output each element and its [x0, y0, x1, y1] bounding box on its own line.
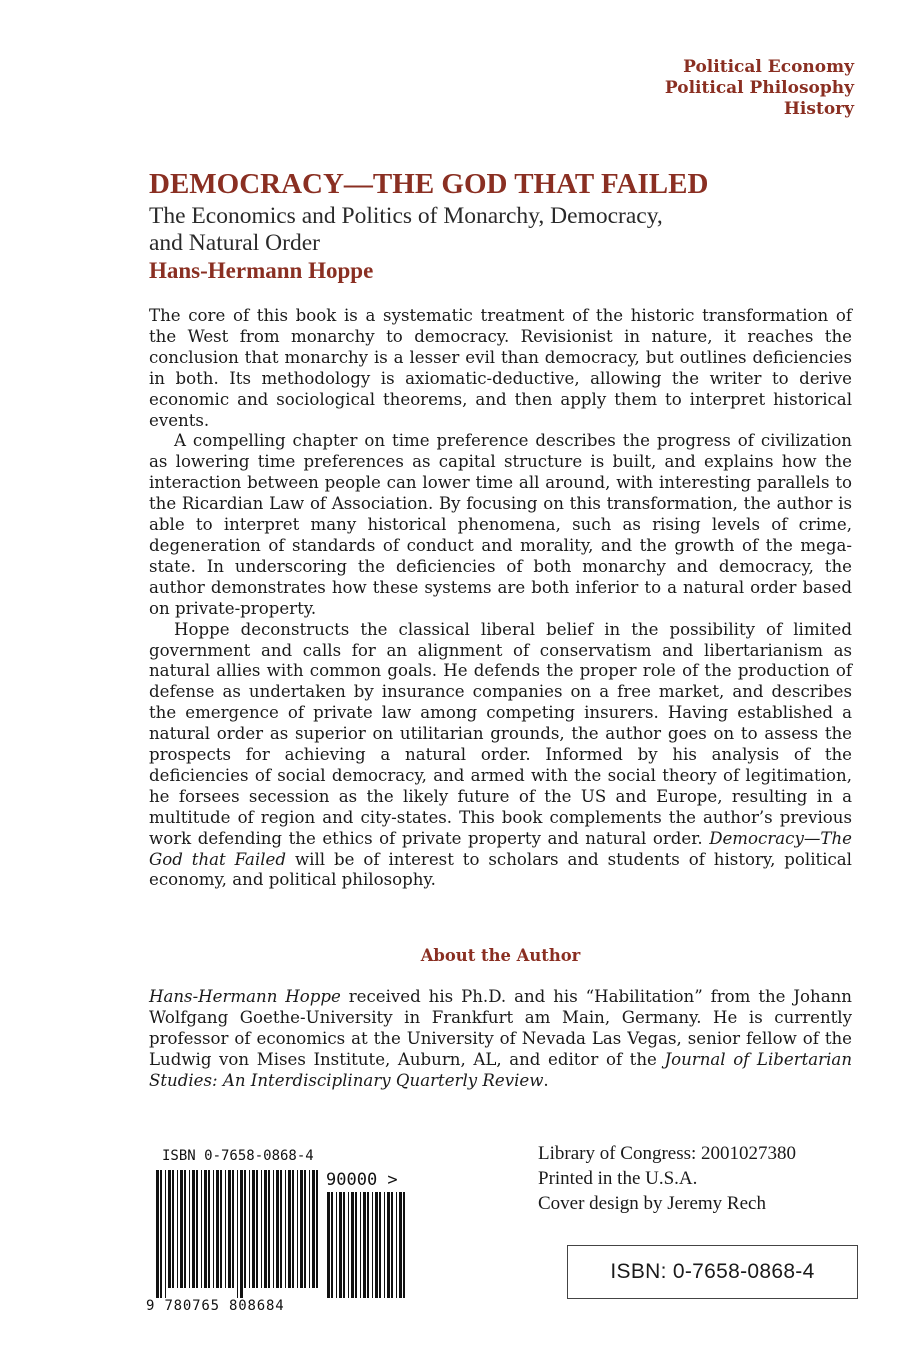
barcode-bar [363, 1192, 366, 1298]
barcode-bar [348, 1192, 349, 1298]
barcode-bar [339, 1192, 342, 1298]
cover-design-credit: Cover design by Jeremy Rech [538, 1193, 766, 1214]
description-paragraph-1: The core of this book is a systematic treatment of the historic transformation of the West from monarchy to democracy. Revisionist in nature, it reaches the conclusion that monarchy is a lesser evil than democracy, but outlines deficiencies in both. Its methodology is axiomatic-deductive, allowing the writer to derive economic and sociological theorems, and then apply them to interpret historical events. [149, 306, 852, 430]
barcode-bar [220, 1170, 222, 1288]
barcode-bar [288, 1170, 291, 1288]
subject-categories [665, 57, 854, 120]
barcode-bar [292, 1170, 294, 1288]
barcode-bar [343, 1192, 345, 1298]
barcode-bar [297, 1170, 298, 1288]
book-title: DEMOCRACY—THE GOD THAT FAILED [149, 168, 709, 200]
barcode-bar [249, 1170, 250, 1288]
barcode-bar [177, 1170, 178, 1288]
about-author-bio: received his Ph.D. and his “Habilitation” from the Johann Wolfgang Goethe-University in Frankfurt am Main, Germany. He is currently professor of economics at the University of Nevada Las Vegas, senior fellow of the Ludwig von Mises Institute, Auburn, AL, and editor of the [149, 987, 852, 1069]
paragraph-3-end: will be of interest to scholars and students of history, political economy, and political philosophy. [149, 849, 852, 890]
library-of-congress: Library of Congress: 2001027380 [538, 1143, 797, 1164]
barcode-bar [300, 1170, 303, 1288]
barcode-bar [327, 1192, 330, 1298]
barcode-bar [391, 1192, 393, 1298]
barcode-bar [403, 1192, 405, 1298]
description-paragraph-2: A compelling chapter on time preference describes the progress of civilization as lowering time preferences as capital structure is built, and explains how the interaction between people can lower time all around, with interesting parallels to the Ricardian Law of Association. By focusing on this transformation, the author is able to interpret many historical phenomena, such as rising levels of crime, degeneration of standards of conduct and morality, and the growth of the mega-state. In underscoring the deficiencies of both monarchy and democracy, the author demonstrates how these systems are both inferior to a natural order based on private-property. [149, 431, 852, 618]
barcode-bar [208, 1170, 210, 1288]
barcode-bar [379, 1192, 381, 1298]
barcode-bar [213, 1170, 214, 1288]
category-political-philosophy: Political Philosophy [664, 78, 854, 98]
barcode-bar [228, 1170, 231, 1288]
barcode-bar [276, 1170, 279, 1288]
barcode-bar [192, 1170, 195, 1288]
barcode-bar [172, 1170, 174, 1288]
barcode-bar [268, 1170, 270, 1288]
ean-digits: 9 780765 808684 [146, 1298, 285, 1314]
about-author-name: Hans-Hermann Hoppe [149, 987, 341, 1006]
description-paragraph-3 [149, 620, 852, 892]
barcode-bar [237, 1170, 238, 1298]
isbn-box [567, 1245, 858, 1299]
barcode-bar [252, 1170, 255, 1288]
barcode-bar [165, 1170, 166, 1298]
barcode-bar [240, 1170, 243, 1298]
barcode-bar [201, 1170, 202, 1288]
barcode-bar [316, 1170, 318, 1288]
isbn-box-text: ISBN: 0-7658-0868-4 [610, 1260, 815, 1283]
barcode-bar [331, 1192, 333, 1298]
barcode-bar [189, 1170, 190, 1288]
barcode-bar [180, 1170, 183, 1288]
barcode-bar [396, 1192, 397, 1298]
barcode-bar [304, 1170, 306, 1288]
barcode-isbn-label: ISBN 0-7658-0868-4 [162, 1148, 314, 1164]
barcode-bar [280, 1170, 282, 1288]
barcode-bar [156, 1170, 159, 1298]
barcode-bar [273, 1170, 274, 1288]
barcode-bar [285, 1170, 286, 1288]
barcode-bar [351, 1192, 354, 1298]
book-description [149, 306, 852, 891]
barcode-bar [261, 1170, 262, 1288]
ean-barcode [156, 1170, 321, 1298]
barcode-bar [216, 1170, 219, 1288]
barcode-bar [204, 1170, 207, 1288]
barcode-bar [384, 1192, 385, 1298]
printed-in: Printed in the U.S.A. [538, 1168, 698, 1189]
barcode-bar [309, 1170, 310, 1288]
barcode-bar [256, 1170, 258, 1288]
barcode-bar [184, 1170, 186, 1288]
price-code: 90000 > [326, 1170, 398, 1190]
barcode-bar [387, 1192, 390, 1298]
about-journal-title: Journal of Libertarian Studies: An Interdisciplinary Quarterly Review [149, 1050, 853, 1090]
paragraph-3-text: Hoppe deconstructs the classical liberal belief in the possibility of limited government and calls for an alignment of conservatism and libertarianism as natural allies with common goals. He defends the proper role of the production of defense as undertaken by insurance companies on a free market, and describes the emergence of private law among competing insurers. Having established a natural order as superior on utilitarian grounds, the author goes on to assess the prospects for achieving a natural order. Informed by his analysis of the deficiencies of social democracy, and armed with the social theory of legitimation, he forsees secession as the likely future of the US and Europe, resulting in a multitude of region and city-states. This book complements the author’s previous work defending the ethics of private property and natural order. [149, 619, 852, 848]
barcode-bar [375, 1192, 378, 1298]
category-political-economy: Political Economy [683, 57, 854, 77]
barcode-bar [372, 1192, 373, 1298]
barcode-bar [244, 1170, 246, 1288]
barcode-bar [168, 1170, 171, 1288]
barcode-bar [312, 1170, 315, 1288]
colophon [538, 1141, 796, 1216]
book-author: Hans-Hermann Hoppe [149, 258, 374, 283]
barcode-bar [196, 1170, 198, 1288]
barcode-bar [360, 1192, 361, 1298]
book-subtitle [149, 203, 869, 257]
category-history: History [783, 99, 854, 119]
barcode-bar [336, 1192, 337, 1298]
about-author-heading: About the Author [420, 946, 581, 965]
barcode-bar [160, 1170, 162, 1298]
barcode-bar [225, 1170, 226, 1288]
barcode-bar [232, 1170, 234, 1288]
subtitle-line-2: and Natural Order [149, 230, 320, 256]
about-author-text [149, 986, 852, 1091]
barcode-bar [399, 1192, 402, 1298]
about-end: . [543, 1071, 549, 1090]
price-barcode [327, 1192, 407, 1298]
barcode-bar [367, 1192, 369, 1298]
barcode-bar [355, 1192, 357, 1298]
subtitle-line-1: The Economics and Politics of Monarchy, Democracy, [149, 203, 663, 229]
barcode-bar [264, 1170, 267, 1288]
paragraph-3-book-title: Democracy—The God that Failed [149, 828, 852, 869]
barcode-block [146, 1148, 431, 1318]
